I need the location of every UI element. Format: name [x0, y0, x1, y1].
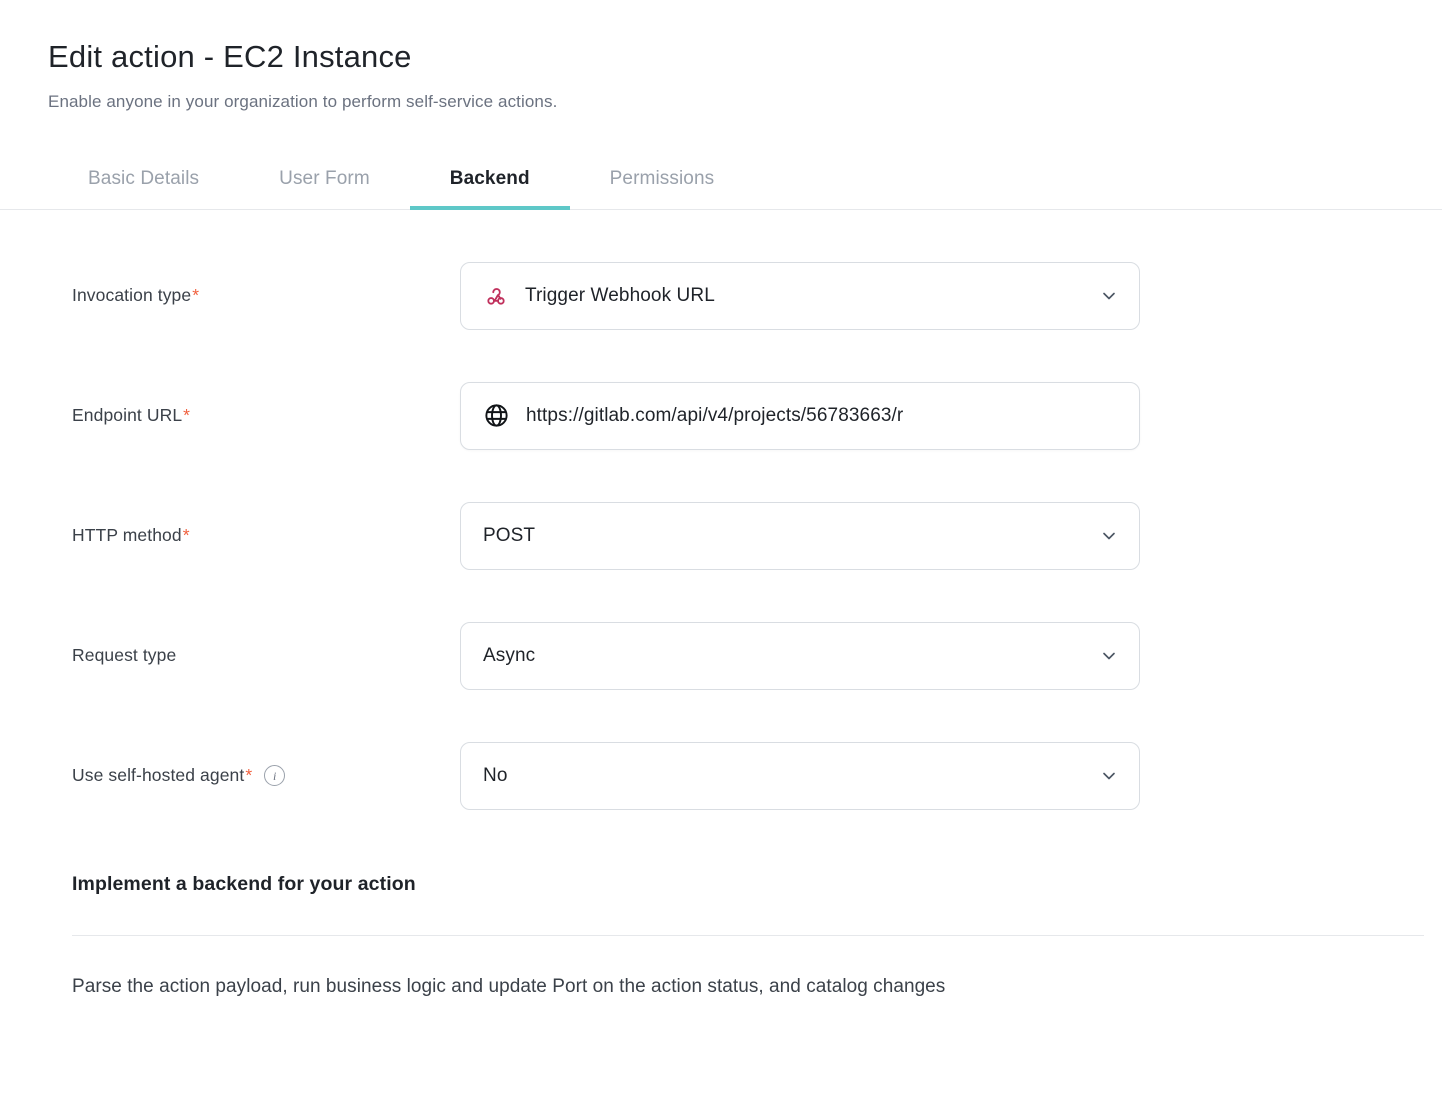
page-title: Edit action - EC2 Instance — [48, 39, 412, 74]
page-subtitle: Enable anyone in your organization to perform self-service actions. — [48, 92, 558, 112]
http-method-select[interactable] — [460, 502, 1140, 570]
chevron-down-icon — [1099, 766, 1119, 786]
label-invocation-type-text: Invocation type — [72, 285, 192, 306]
backend-section-heading: Implement a backend for your action — [72, 873, 416, 896]
tab-backend[interactable]: Backend — [410, 168, 570, 210]
endpoint-url-input[interactable] — [460, 382, 1140, 450]
tab-basic-details[interactable]: Basic Details — [48, 168, 239, 210]
row-endpoint-url — [72, 376, 1442, 455]
endpoint-url-value: https://gitlab.com/api/v4/projects/56783663/r — [526, 404, 904, 426]
chevron-down-icon — [1099, 286, 1119, 306]
page-header — [0, 0, 1442, 112]
label-endpoint-url — [72, 405, 460, 426]
row-self-hosted-agent — [72, 736, 1442, 815]
self-hosted-agent-value: No — [483, 764, 508, 786]
label-request-type — [72, 645, 460, 666]
label-endpoint-url-text: Endpoint URL — [72, 405, 183, 426]
required-marker: * — [192, 285, 200, 306]
section-divider — [72, 935, 1424, 936]
tab-bar — [0, 152, 1442, 210]
http-method-value: POST — [483, 524, 536, 546]
label-http-method — [72, 525, 460, 546]
row-request-type — [72, 616, 1442, 695]
label-self-hosted-agent — [72, 765, 460, 786]
invocation-type-select[interactable] — [460, 262, 1140, 330]
globe-icon — [483, 402, 510, 429]
tab-user-form[interactable]: User Form — [239, 168, 410, 210]
invocation-type-value: Trigger Webhook URL — [525, 284, 715, 306]
self-hosted-agent-select[interactable] — [460, 742, 1140, 810]
webhook-icon — [483, 283, 509, 309]
label-request-type-text: Request type — [72, 645, 177, 666]
required-marker: * — [245, 765, 253, 786]
request-type-select[interactable] — [460, 622, 1140, 690]
label-invocation-type — [72, 285, 460, 306]
chevron-down-icon — [1099, 526, 1119, 546]
backend-section-body: Parse the action payload, run business logic and update Port on the action status, and catalog changes — [72, 976, 946, 998]
required-marker: * — [183, 405, 191, 426]
backend-form — [0, 256, 1442, 815]
tab-permissions[interactable]: Permissions — [570, 168, 755, 210]
required-marker: * — [182, 525, 190, 546]
label-self-hosted-agent-text: Use self-hosted agent — [72, 765, 245, 786]
request-type-value: Async — [483, 644, 536, 666]
row-invocation-type — [72, 256, 1442, 335]
info-icon[interactable]: i — [264, 765, 285, 786]
chevron-down-icon — [1099, 646, 1119, 666]
label-http-method-text: HTTP method — [72, 525, 182, 546]
row-http-method — [72, 496, 1442, 575]
